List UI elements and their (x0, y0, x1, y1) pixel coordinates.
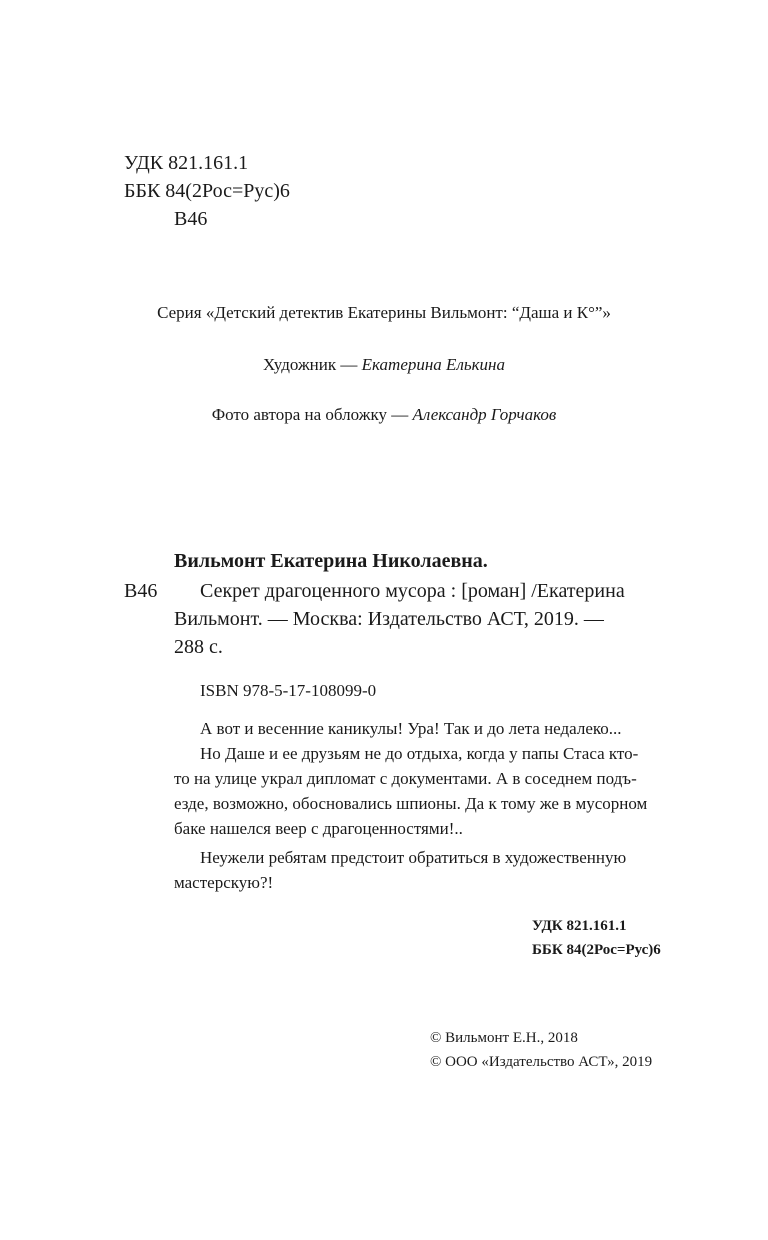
udk-code-bottom: УДК 821.161.1 (532, 918, 627, 934)
udk-code-top: УДК 821.161.1 (124, 152, 249, 174)
bbk-code-top: ББК 84(2Рос=Рус)6 (124, 180, 290, 202)
illustrator-label: Художник — (263, 355, 362, 374)
annotation-p2-line-2: то на улице украл дипломат с документами. А в соседнем подъ- (174, 769, 637, 788)
catalog-line-2: Вильмонт. — Москва: Издательство АСТ, 2019. — (174, 608, 604, 630)
cover-photo-name: Александр Горчаков (412, 405, 557, 424)
copyright-author: © Вильмонт Е.Н., 2018 (430, 1030, 578, 1046)
illustrator-name: Екатерина Елькина (361, 355, 505, 374)
isbn: ISBN 978-5-17-108099-0 (200, 681, 377, 700)
annotation-p2-line-1: Но Даше и ее друзьям не до отдыха, когда у папы Стаса кто- (200, 744, 639, 763)
copyright-publisher: © ООО «Издательство АСТ», 2019 (430, 1054, 653, 1070)
illustrator-credit (0, 354, 768, 376)
catalog-author-heading: Вильмонт Екатерина Николаевна. (174, 550, 488, 572)
annotation-p2-line-4: баке нашелся веер с драгоценностями!.. (174, 819, 463, 838)
annotation-p3-line-1: Неужели ребятам предстоит обратиться в художественную (200, 848, 627, 867)
series-line: Серия «Детский детектив Екатерины Вильмонт: “Даша и К°”» (157, 303, 611, 322)
annotation-paragraph-1: А вот и весенние каникулы! Ура! Так и до лета недалеко... (200, 719, 622, 738)
catalog-line-1: Секрет драгоценного мусора : [роман] /Екатерина (200, 580, 625, 602)
catalog-line-3: 288 с. (174, 636, 223, 658)
cover-photo-label: Фото автора на обложку — (211, 405, 413, 424)
catalog-mark: В46 (124, 580, 158, 602)
annotation-p3-line-2: мастерскую?! (174, 873, 274, 892)
author-mark-top: В46 (174, 208, 208, 230)
annotation-p2-line-3: езде, возможно, обосновались шпионы. Да к тому же в мусорном (174, 794, 648, 813)
cover-photo-credit (0, 404, 768, 426)
bbk-code-bottom: ББК 84(2Рос=Рус)6 (532, 942, 661, 958)
